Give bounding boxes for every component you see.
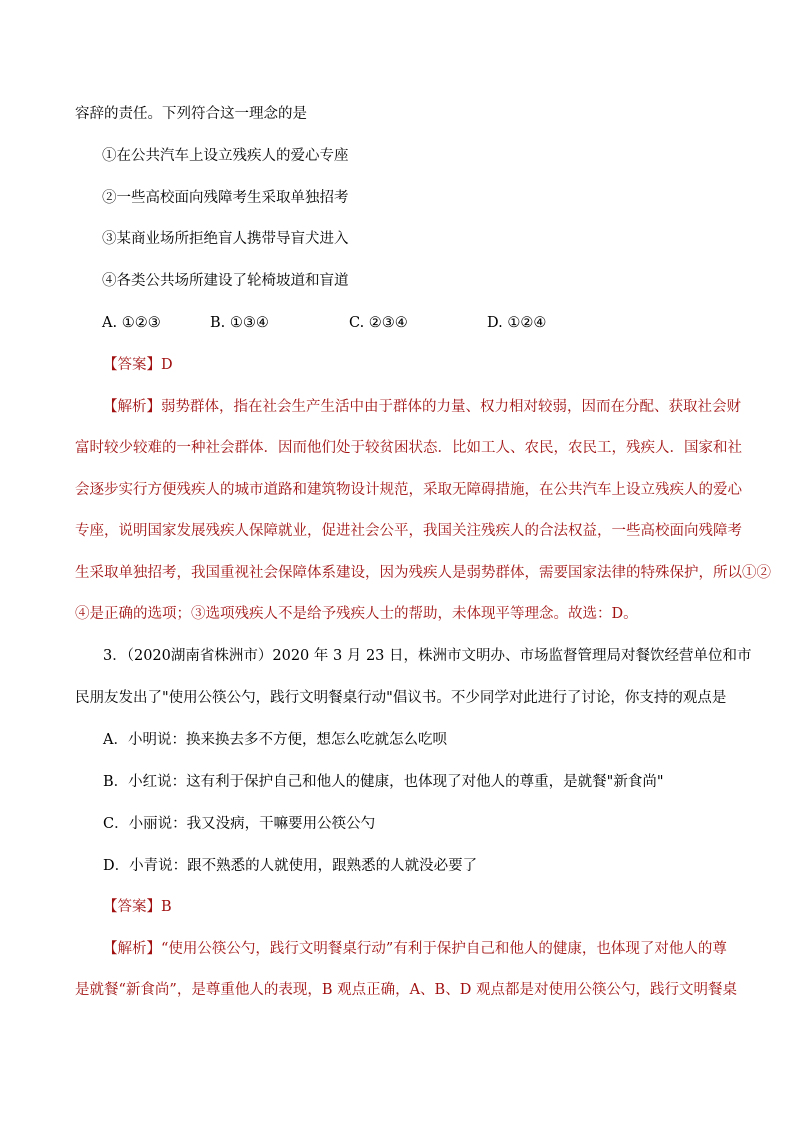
q3-option-c: C．小丽说：我又没病，干嘛要用公筷公勺 xyxy=(103,816,376,832)
question-3-stem-line-1: 3．（2020湖南省株洲市）2020 年 3 月 23 日，株洲市文明办、市场监督管理局对餐饮经营单位和市 xyxy=(103,648,752,664)
q3-answer-label: 【答案】B xyxy=(103,899,172,915)
q3-option-d: D．小青说：跟不熟悉的人就使用，跟熟悉的人就没必要了 xyxy=(103,858,478,874)
q3-analysis-line-1: 【解析】“使用公筷公勺，践行文明餐桌行动”有利于保护自己和他人的健康，也体现了对他人的尊 xyxy=(103,941,727,957)
statement-2: ②一些高校面向残障考生采取单独招考 xyxy=(102,190,349,206)
q3-analysis-line-2: 是就餐“新食尚”，是尊重他人的表现，B 观点正确，A、B、D 观点都是对使用公筷公勺，践行文明餐桌 xyxy=(75,982,737,998)
analysis-line-3: 会逐步实行方便残疾人的城市道路和建筑物设计规范，采取无障碍措施，在公共汽车上设立残疾人的爱心 xyxy=(75,482,742,498)
question-3-stem-line-2: 民朋友发出了"使用公筷公勺，践行文明餐桌行动"倡议书。不少同学对此进行了讨论，你支持的观点是 xyxy=(75,690,727,706)
option-a: A. ①②③ xyxy=(102,315,161,331)
statement-3: ③某商业场所拒绝盲人携带导盲犬进入 xyxy=(102,231,349,247)
analysis-line-4: 专座，说明国家发展残疾人保障就业，促进社会公平，我国关注残疾人的合法权益，一些高校面向残障考 xyxy=(75,523,742,539)
option-b: B. ①③④ xyxy=(210,315,269,331)
statement-1: ①在公共汽车上设立残疾人的爱心专座 xyxy=(102,148,349,164)
analysis-line-2: 富时较少较难的一种社会群体．因而他们处于较贫困状态．比如工人、农民，农民工，残疾人．国家和社 xyxy=(75,440,742,456)
question-2-stem-tail: 容辞的责任。下列符合这一理念的是 xyxy=(75,106,307,122)
option-c: C. ②③④ xyxy=(349,315,408,331)
option-d: D. ①②④ xyxy=(487,315,547,331)
analysis-line-1: 【解析】弱势群体，指在社会生产生活中由于群体的力量、权力相对较弱，因而在分配、获取社会财 xyxy=(103,399,741,415)
statement-4: ④各类公共场所建设了轮椅坡道和盲道 xyxy=(102,273,349,289)
q3-option-a: A．小明说：换来换去多不方便，想怎么吃就怎么吃呗 xyxy=(103,732,447,748)
answer-label: 【答案】D xyxy=(103,357,173,373)
analysis-line-6: ④是正确的选项；③选项残疾人不是给予残疾人士的帮助，未体现平等理念。故选：D。 xyxy=(75,606,638,622)
q3-option-b: B．小红说：这有利于保护自己和他人的健康，也体现了对他人的尊重，是就餐"新食尚" xyxy=(103,774,664,790)
analysis-line-5: 生采取单独招考，我国重视社会保障体系建设，因为残疾人是弱势群体，需要国家法律的特殊保护，所以①② xyxy=(75,565,771,581)
